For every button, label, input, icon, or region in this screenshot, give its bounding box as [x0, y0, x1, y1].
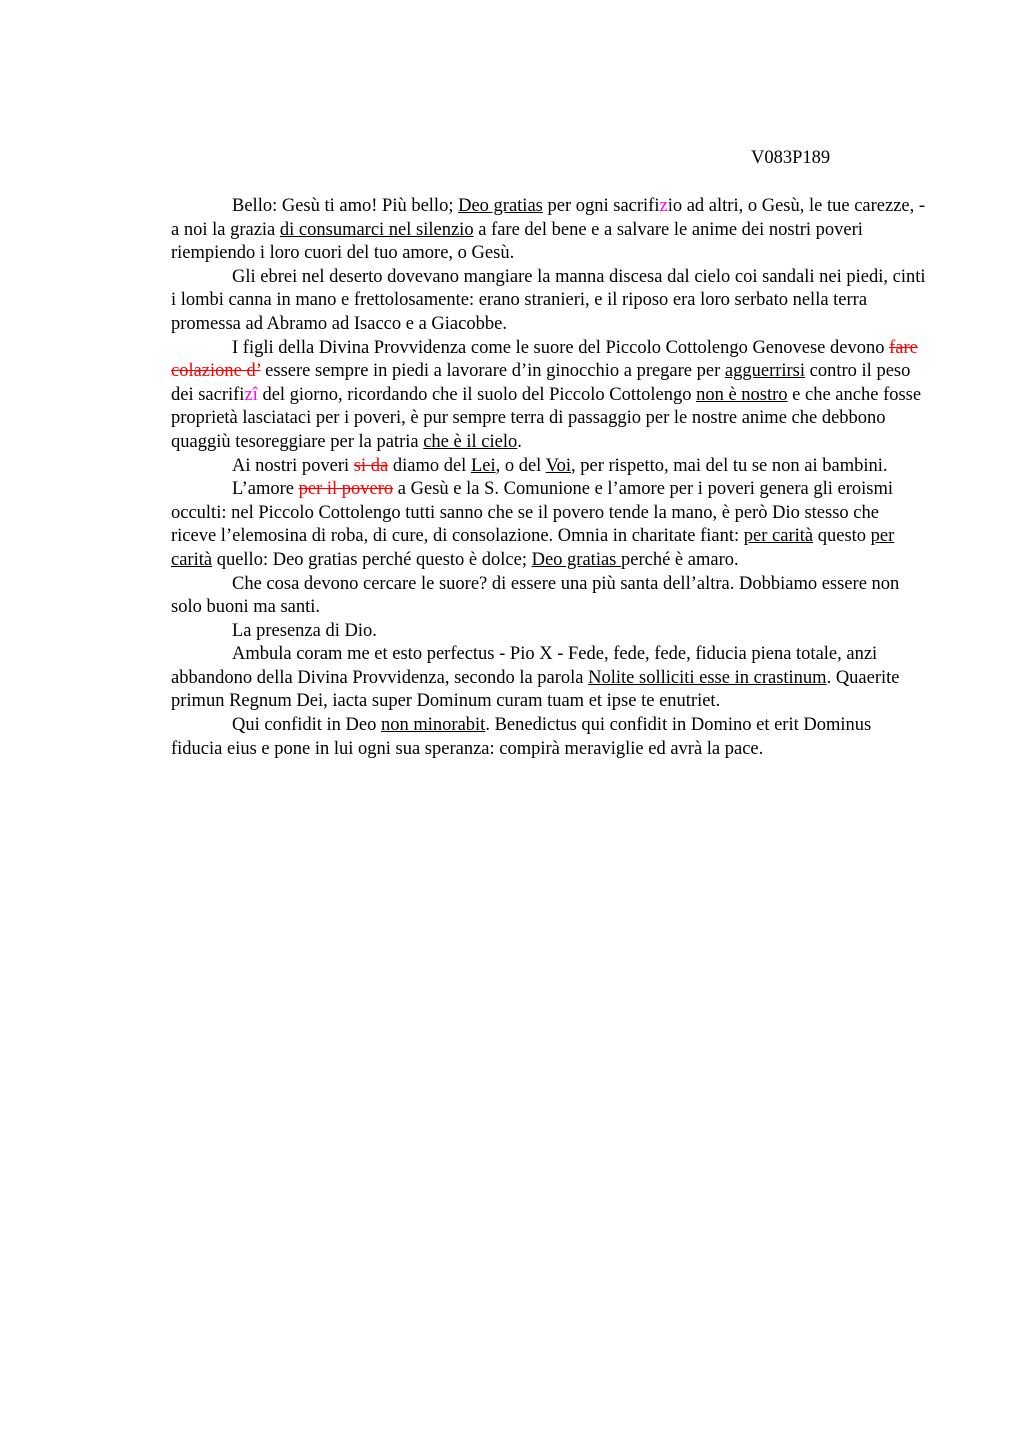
text-run: Gli ebrei nel deserto dovevano mangiare la manna discesa dal cielo coi sandali nei piedi, cinti i lombi canna in mano e frettolosamente: erano stranieri, e il riposo era loro serbato nella terra promessa ad Abramo ad Isacco e a Giacobbe.: [171, 266, 926, 334]
text-run: del giorno, ricordando che il suolo del Piccolo Cottolengo: [257, 384, 697, 405]
paragraph: [171, 714, 927, 761]
text-run: a Gesù e la S. Comunione e l’amore per i poveri genera gli eroismi occulti: nel Piccolo Cottolengo tutti sanno che se il povero tende la mano, è però Dio stesso che riceve l’elemosina di roba, di cure, di consolazione. Omnia in charitate fiant:: [171, 479, 894, 547]
paragraph: [171, 478, 927, 572]
paragraph: [171, 573, 927, 620]
text-run: L’amore: [232, 479, 299, 500]
underlined-text: non è nostro: [696, 384, 788, 405]
underlined-text: Voi: [545, 455, 571, 476]
text-run: per ogni sacrifi: [542, 196, 660, 216]
paragraph: [171, 337, 927, 455]
text-run: Che cosa devono cercare le suore? di essere una più santa dell’altra. Dobbiamo essere non solo buoni ma santi.: [171, 573, 900, 618]
text-run: Qui confidit in Deo: [232, 715, 382, 736]
text-run: , per rispetto, mai del tu se non ai bambini.: [571, 455, 888, 476]
deleted-text: fare colazione d’: [171, 337, 918, 382]
underlined-text: di consumarci nel silenzio: [279, 219, 474, 240]
text-run: a fare del bene e a salvare le anime dei nostri poveri riempiendo i loro cuori del tuo amore, o Gesù.: [171, 219, 863, 264]
underlined-text: che è il cielo: [423, 431, 518, 452]
paragraph: [171, 620, 927, 644]
text-run: Ai nostri poveri: [232, 455, 354, 476]
text-run: . Quaerite primun Regnum Dei, iacta super Dominum curam tuam et ipse te enutriet.: [171, 667, 900, 712]
text-run: I figli della Divina Provvidenza come le suore del Piccolo Cottolengo Genovese devono: [232, 337, 890, 358]
text-run: e che anche fosse proprietà lasciataci per i poveri, è pur sempre terra di passaggio per le nostre anime che debbono quaggiù tesoreggiare per la patria: [171, 384, 922, 452]
text-run: contro il peso dei sacrifi: [171, 361, 911, 405]
text-run: diamo del: [388, 455, 471, 476]
underlined-text: Deo gratias: [531, 549, 621, 570]
underlined-text: agguerrirsi: [724, 361, 806, 382]
underlined-text: per carità: [743, 526, 814, 547]
paragraph: [171, 266, 927, 337]
paragraph: [171, 455, 927, 479]
inserted-text: z: [659, 196, 668, 216]
page-identifier: V083P189: [751, 148, 831, 168]
deleted-text: per il povero: [298, 479, 394, 500]
underlined-text: non minorabit: [381, 715, 486, 736]
paragraph: [171, 195, 927, 266]
text-run: , o del: [495, 455, 546, 476]
text-run: .: [517, 431, 522, 452]
text-run: quello: Deo gratias perché questo è dolce;: [212, 549, 532, 570]
underlined-text: per carità: [171, 526, 895, 570]
paragraph: [171, 643, 927, 714]
underlined-text: Lei: [470, 455, 496, 476]
text-run: Bello: Gesù ti amo! Più bello;: [232, 196, 459, 216]
text-run: io ad altri, o Gesù, le tue carezze, - a noi la grazia: [171, 196, 926, 240]
document-body: [171, 195, 927, 761]
underlined-text: Deo gratias: [458, 196, 543, 216]
deleted-text: si da: [353, 455, 389, 476]
text-run: Ambula coram me et esto perfectus - Pio X - Fede, fede, fede, fiducia piena totale, anzi abbandono della Divina Provvidenza, secondo la parola: [171, 644, 878, 688]
text-run: perché è amaro.: [621, 549, 739, 570]
text-run: . Benedictus qui confidit in Domino et erit Dominus fiducia eius e pone in lui ogni sua speranza: compirà meraviglie ed avrà la pace.: [171, 715, 872, 759]
text-run: essere sempre in piedi a lavorare d’in ginocchio a pregare per: [260, 361, 725, 382]
underlined-text: Nolite solliciti esse in crastinum: [588, 667, 827, 688]
text-run: questo: [813, 526, 871, 547]
inserted-text: zî: [244, 384, 258, 405]
text-run: La presenza di Dio.: [232, 620, 377, 641]
